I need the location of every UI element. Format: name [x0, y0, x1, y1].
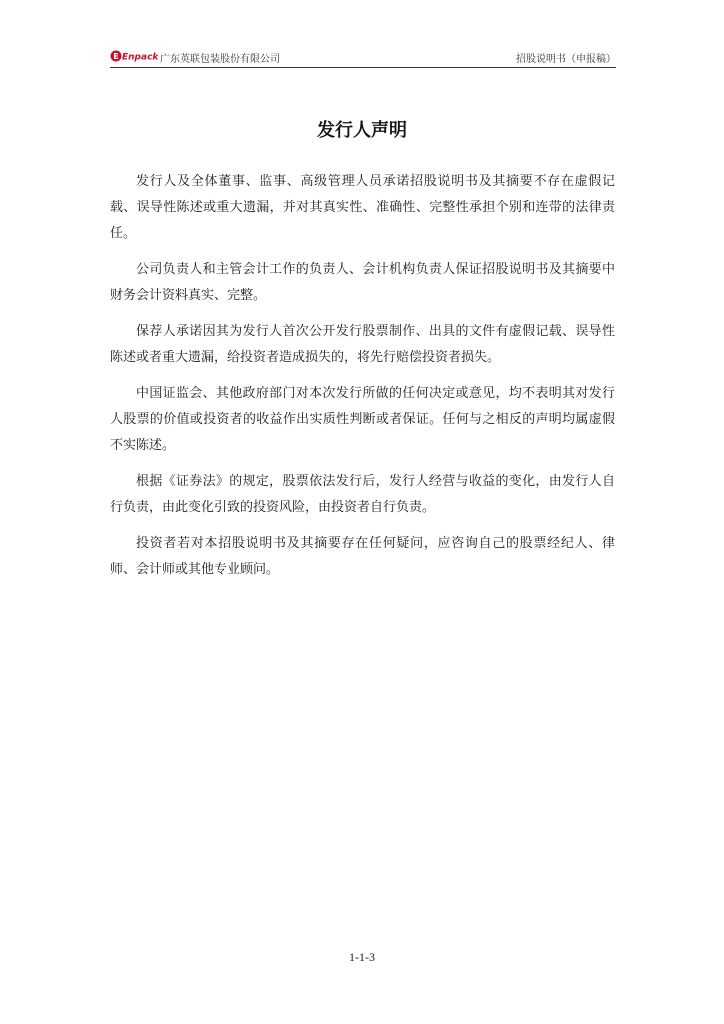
enpack-logo [110, 49, 158, 63]
page-header [110, 47, 616, 67]
declaration-body [110, 169, 615, 593]
logo-wordmark: Enpack [122, 52, 158, 63]
page-title: 发行人声明 [317, 120, 407, 141]
paragraph: 公司负责人和主管会计工作的负责人、会计机构负责人保证招股说明书及其摘要中财务会计资料真实、完整。 [110, 262, 615, 303]
paragraph: 发行人及全体董事、监事、高级管理人员承诺招股说明书及其摘要不存在虚假记载、误导性陈述或重大遗漏，并对其真实性、准确性、完整性承担个别和连带的法律责任。 [110, 174, 615, 241]
document-type: 招股说明书（申报稿） [516, 54, 616, 65]
svg-text:E: E [113, 52, 119, 61]
paragraph: 保荐人承诺因其为发行人首次公开发行股票制作、出具的文件有虚假记载、误导性陈述或者重大遗漏，给投资者造成损失的，将先行赔偿投资者损失。 [110, 324, 615, 365]
company-name: 广东英联包装股份有限公司 [160, 54, 280, 65]
page-number: 1-1-3 [349, 950, 375, 964]
paragraph: 投资者若对本招股说明书及其摘要存在任何疑问，应咨询自己的股票经纪人、律师、会计师或其他专业顾问。 [110, 536, 615, 577]
paragraph: 根据《证券法》的规定，股票依法发行后，发行人经营与收益的变化，由发行人自行负责，由此变化引致的投资风险，由投资者自行负责。 [110, 474, 615, 515]
paragraph: 中国证监会、其他政府部门对本次发行所做的任何决定或意见，均不表明其对发行人股票的价值或投资者的收益作出实质性判断或者保证。任何与之相反的声明均属虚假不实陈述。 [110, 386, 615, 453]
header-divider [110, 67, 616, 68]
